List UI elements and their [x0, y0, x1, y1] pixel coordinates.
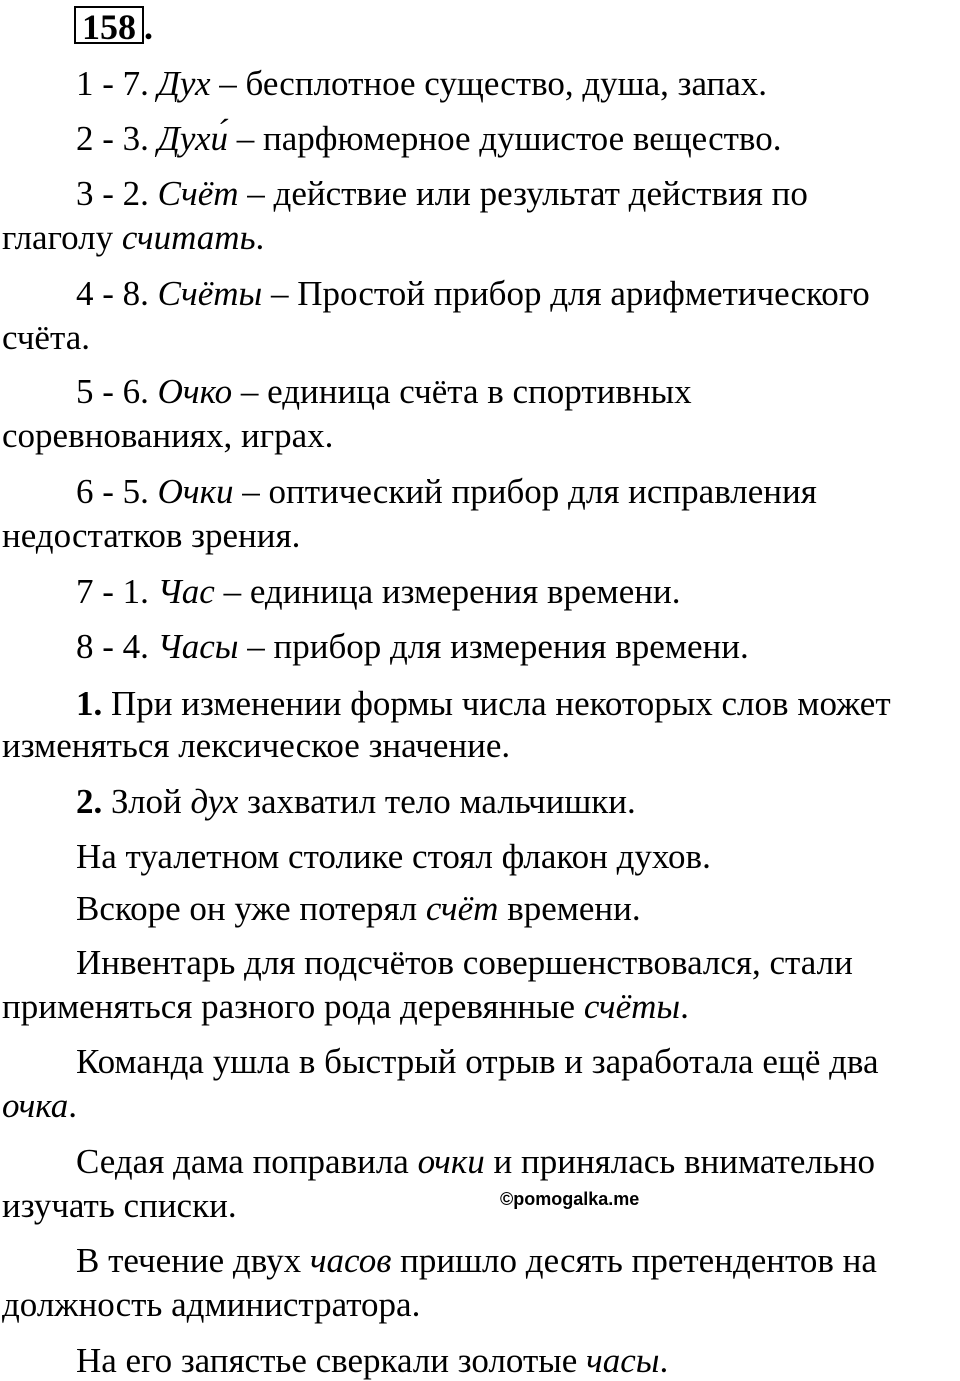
term: Дух — [157, 64, 211, 103]
term: часы — [586, 1341, 660, 1380]
task-number-dot: . — [144, 7, 153, 47]
pair-line-3: 3 - 2. Счёт – действие или результат действия по — [76, 174, 808, 213]
pair-line-4: 4 - 8. Счёты – Простой прибор для арифметического — [76, 274, 870, 313]
term: очка — [2, 1086, 69, 1125]
task-number-box: 158 — [74, 6, 144, 44]
pair-line-6: 6 - 5. Очки – оптический прибор для исправления — [76, 472, 817, 511]
answer-2-sentence-3: Вскоре он уже потерял счёт времени. — [76, 889, 641, 928]
answer-number: 1. — [76, 684, 103, 723]
pair-line-5: 5 - 6. Очко – единица счёта в спортивных — [76, 372, 692, 411]
pair-line-2: 2 - 3. Духи́ – парфюмерное душистое вещество. — [76, 119, 782, 158]
answer-2-sentence-6-cont: изучать списки. — [2, 1186, 237, 1225]
term: Духи́ — [157, 119, 229, 158]
term: часов — [309, 1241, 392, 1280]
answer-2-sentence-4: Инвентарь для подсчётов совершенствовался, стали — [76, 943, 853, 982]
pair-line-1: 1 - 7. Дух – бесплотное существо, душа, запах. — [76, 64, 768, 103]
answer-2-sentence-5-cont: очка. — [2, 1086, 78, 1125]
answer-2-sentence-7: В течение двух часов пришло десять претендентов на — [76, 1241, 877, 1280]
term: счёты — [583, 987, 681, 1026]
pair-line-7: 7 - 1. Час – единица измерения времени. — [76, 572, 681, 611]
answer-1-line-2: изменяться лексическое значение. — [2, 726, 511, 765]
answer-2-sentence-4-cont: применяться разного рода деревянные счёты. — [2, 987, 689, 1026]
term: Часы — [157, 627, 239, 666]
answer-1-line-1: 1. При изменении формы числа некоторых слов может — [76, 684, 891, 723]
pair-line-3-cont: глаголу считать. — [2, 218, 265, 257]
answer-2-sentence-7-cont: должность администратора. — [2, 1285, 421, 1324]
pair-line-8: 8 - 4. Часы – прибор для измерения времени. — [76, 627, 749, 666]
term: Счёты — [157, 274, 263, 313]
term: Очки — [157, 472, 234, 511]
term: очки — [417, 1142, 485, 1181]
answer-2-sentence-1: 2. Злой дух захватил тело мальчишки. — [76, 782, 636, 821]
answer-number: 2. — [76, 782, 103, 821]
answer-2-sentence-5: Команда ушла в быстрый отрыв и заработала ещё два — [76, 1042, 879, 1081]
term: дух — [190, 782, 239, 821]
answer-2-sentence-6: Седая дама поправила очки и принялась внимательно — [76, 1142, 876, 1181]
pair-line-5-cont: соревнованиях, играх. — [2, 416, 334, 455]
answer-2-sentence-8: На его запястье сверкали золотые часы. — [76, 1341, 669, 1380]
term: Счёт — [157, 174, 239, 213]
pair-line-4-cont: счёта. — [2, 318, 90, 357]
watermark: ©pomogalka.me — [500, 1189, 640, 1209]
term: счёт — [425, 889, 499, 928]
term: считать — [121, 218, 256, 257]
term: Час — [157, 572, 215, 611]
pair-line-6-cont: недостатков зрения. — [2, 516, 301, 555]
task-number — [74, 6, 153, 47]
answer-2-sentence-2: На туалетном столике стоял флакон духов. — [76, 837, 711, 876]
term: Очко — [157, 372, 233, 411]
